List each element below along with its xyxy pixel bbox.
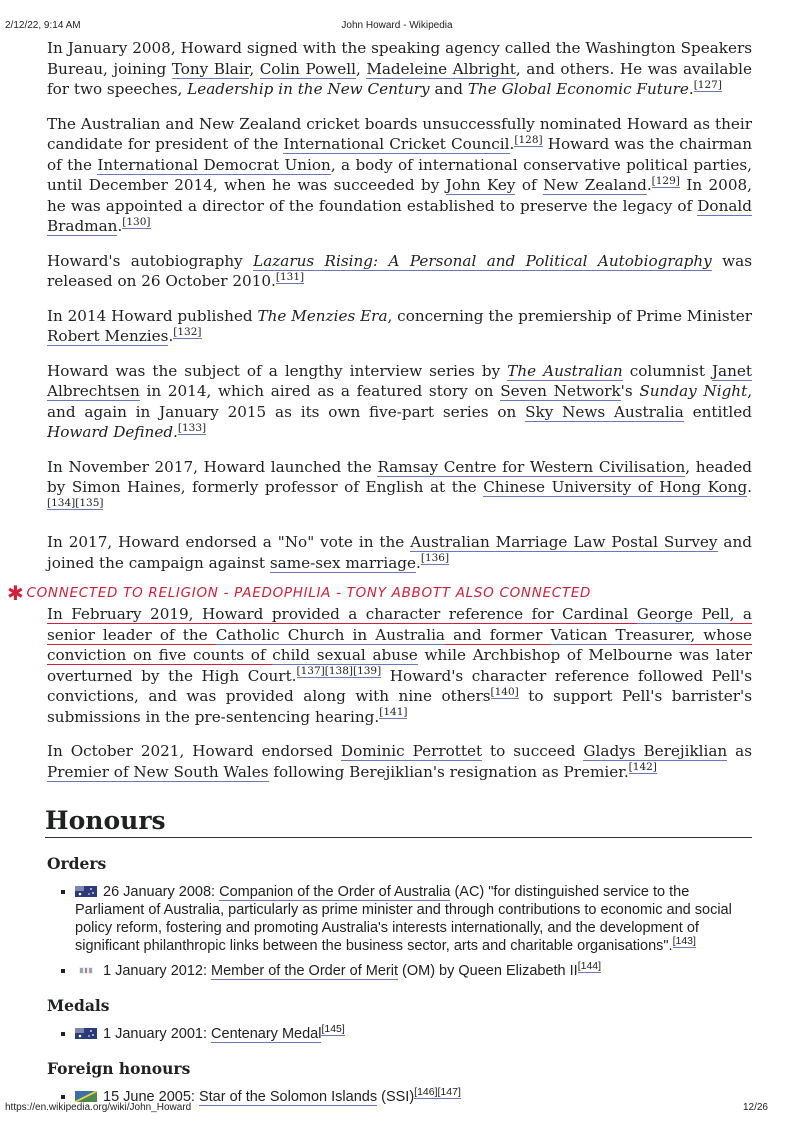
text: ,: [355, 59, 367, 78]
text: Howard's autobiography: [47, 251, 254, 270]
text: .: [168, 327, 174, 345]
link-george-pell[interactable]: George Pell: [636, 605, 730, 623]
reference-134[interactable]: [134]: [47, 497, 76, 510]
text: .: [747, 478, 752, 496]
honour-date: 1 January 2001:: [103, 1026, 212, 1042]
australia-flag-icon: [75, 1028, 97, 1039]
text: columnist: [622, 361, 712, 380]
reference-147[interactable]: [147]: [437, 1086, 461, 1099]
link-the-australian[interactable]: The Australian: [507, 361, 623, 380]
reference-141[interactable]: [141]: [379, 706, 408, 719]
text: , a senior leader of the: [47, 605, 752, 644]
italic-title: Leadership in the New Century: [187, 80, 430, 98]
link-centenary-medal[interactable]: Centenary Medal: [211, 1026, 322, 1042]
link-seven-network[interactable]: Seven Network: [500, 382, 621, 400]
reference-127[interactable]: [127]: [693, 78, 722, 91]
paragraph-interview-series: [47, 361, 752, 443]
honour-description: (AC) "for distinguished service to the Parliament of Australia, particularly as prime minister and through contributions to economic and social policy reform, fostering and promoting Australia's interests internationally, and the development of significant philanthropic links between the business sector, arts and charitable organisations".: [75, 884, 732, 954]
link-john-key[interactable]: John Key: [445, 176, 516, 194]
text: to support Pell's barrister's submissions in the pre-sentencing hearing.: [47, 687, 752, 726]
italic-title: The Menzies Era: [257, 306, 388, 325]
text: The Australian and New Zealand cricket boards unsuccessfully nominated Howard as their candidate for president of the: [47, 114, 752, 153]
paragraph-autobiography: [47, 251, 752, 292]
text: Howard was the chairman of the: [47, 135, 753, 174]
subheading-orders: Orders: [47, 854, 107, 873]
reference-139[interactable]: [139]: [352, 665, 382, 678]
text: In January 2008, Howard signed with the speaking agency called the Washington Speakers Bureau, joining: [47, 39, 752, 78]
text: .: [509, 135, 515, 153]
link-member-order-of-merit[interactable]: Member of the Order of Merit: [211, 963, 398, 979]
link-gladys-berejiklian[interactable]: Gladys Berejiklian: [583, 742, 728, 760]
link-dominic-perrottet[interactable]: Dominic Perrottet: [340, 742, 483, 760]
text: , a body of international conservative political parties, until December 2014, when he was succeeded by: [47, 155, 752, 194]
list-item: [61, 883, 752, 955]
text: 's: [620, 382, 640, 400]
text: In October 2021, Howard endorsed: [47, 742, 341, 760]
reference-146[interactable]: [146]: [414, 1086, 438, 1099]
reference-136[interactable]: [136]: [420, 552, 450, 565]
reference-130[interactable]: [130]: [122, 215, 151, 228]
link-australian-marriage-law-postal-survey[interactable]: Australian Marriage Law Postal Survey: [410, 533, 718, 551]
text: and former: [444, 625, 551, 644]
text: and: [429, 80, 468, 98]
reference-132[interactable]: [132]: [173, 325, 202, 338]
reference-135[interactable]: [135]: [75, 497, 104, 510]
text: .: [688, 80, 694, 98]
paragraph-pell-reference: [47, 604, 752, 727]
honour-description: (SSI): [377, 1089, 415, 1105]
paragraph-marriage-survey: [47, 532, 752, 573]
text: of: [515, 176, 544, 194]
paragraph-speakers-bureau: [47, 38, 752, 100]
asterisk-mark-icon: ✱: [7, 581, 25, 605]
text: , and others. He was available for two speeches,: [47, 59, 753, 98]
australia-flag-icon: [75, 886, 97, 897]
link-chinese-university-hong-kong[interactable]: Chinese University of Hong Kong: [483, 478, 748, 496]
reference-131[interactable]: [131]: [275, 270, 305, 283]
link-robert-menzies[interactable]: Robert Menzies: [47, 327, 169, 345]
page-number: 12/26: [742, 1102, 768, 1113]
text: and joined the campaign against: [47, 533, 752, 572]
honour-date: 1 January 2012:: [103, 963, 212, 979]
paragraph-cricket: [47, 114, 752, 237]
link-same-sex-marriage[interactable]: same-sex marriage: [269, 553, 417, 572]
annotation-text: CONNECTED TO RELIGION - PAEDOPHILIA - TONY ABBOTT ALSO CONNECTED: [26, 585, 592, 601]
reference-133[interactable]: [133]: [177, 421, 207, 434]
italic-title: The Global Economic Future: [467, 80, 689, 98]
text: In 2008, he was appointed a director of the foundation established to preserve the legacy of: [47, 176, 752, 215]
honour-date: 15 June 2005:: [103, 1089, 199, 1105]
print-url: https://en.wikipedia.org/wiki/John_Howard: [5, 1102, 192, 1113]
reference-142[interactable]: [142]: [628, 761, 657, 774]
link-vatican-treasurer[interactable]: Vatican Treasurer: [550, 625, 691, 644]
print-date: 2/12/22, 9:14 AM: [5, 20, 81, 31]
handwritten-annotation: [7, 581, 752, 605]
text: in 2014, which aired as a featured story on: [139, 382, 501, 400]
text: .: [646, 176, 652, 194]
medals-list: [47, 1025, 752, 1043]
link-janet-albrechtsen[interactable]: Janet Albrechtsen: [47, 361, 752, 400]
text: .: [416, 553, 421, 572]
subheading-medals: Medals: [47, 996, 110, 1015]
solomon-islands-flag-icon: [75, 1091, 97, 1102]
link-lazarus-rising[interactable]: Lazarus Rising: A Personal and Political Autobiography: [253, 251, 712, 270]
text: , whose conviction on five counts of: [47, 625, 752, 664]
reference-143[interactable]: [143]: [672, 935, 696, 948]
reference-144[interactable]: [144]: [577, 960, 602, 973]
list-item: [61, 1025, 752, 1043]
reference-128[interactable]: [128]: [514, 133, 543, 146]
paragraph-ramsay-centre: [47, 457, 752, 519]
text: was released on 26 October 2010.: [47, 251, 752, 290]
link-premier-nsw[interactable]: Premier of New South Wales: [47, 762, 269, 781]
text: In 2017, Howard endorsed a "No" vote in the: [47, 533, 411, 551]
link-companion-order-of-australia[interactable]: Companion of the Order of Australia: [219, 884, 451, 900]
link-donald-bradman[interactable]: Donald Bradman: [47, 196, 752, 235]
text: In February 2019, Howard provided a character reference for Cardinal: [47, 605, 637, 623]
text: to succeed: [482, 742, 584, 760]
reference-138[interactable]: [138]: [324, 665, 353, 678]
text: as: [727, 742, 753, 760]
reference-129[interactable]: [129]: [651, 174, 680, 187]
honour-description: (OM) by Queen Elizabeth II: [397, 963, 578, 979]
link-ramsay-centre[interactable]: Ramsay Centre for Western Civilisation: [377, 457, 686, 476]
text: Howard's character reference followed Pell's convictions, and was provided along with nine others: [47, 666, 752, 705]
text: , concerning the premiership of Prime Minister: [387, 306, 752, 325]
text: , and again in January 2015 as its own five-part series on: [47, 382, 753, 421]
text: In 2014 Howard published: [47, 306, 258, 325]
link-sky-news-australia[interactable]: Sky News Australia: [525, 402, 684, 421]
text: entitled: [683, 402, 752, 421]
print-page-title: John Howard - Wikipedia: [341, 20, 453, 31]
reference-137[interactable]: [137]: [296, 665, 325, 678]
subheading-foreign-honours: Foreign honours: [47, 1059, 191, 1078]
text: .: [117, 217, 123, 235]
section-heading-honours: Honours: [45, 806, 752, 838]
text: , headed by Simon Haines, formerly professor of English at the: [47, 457, 752, 496]
link-madeleine-albright[interactable]: Madeleine Albright: [366, 59, 516, 78]
text: .: [173, 423, 178, 441]
orders-list: [47, 883, 752, 980]
article-content: [7, 38, 753, 1113]
italic-title: Sunday Night: [639, 382, 748, 400]
link-international-cricket-council[interactable]: International Cricket Council: [283, 135, 510, 153]
reference-140[interactable]: [140]: [490, 685, 519, 698]
link-catholic-church-australia[interactable]: Catholic Church in Australia: [215, 625, 445, 644]
link-tony-blair[interactable]: Tony Blair: [171, 59, 250, 78]
order-of-merit-ribbon-icon: [75, 965, 97, 976]
paragraph-menzies-era: [47, 306, 752, 347]
text: Howard was the subject of a lengthy interview series by: [47, 361, 508, 380]
text: following Berejiklian's resignation as Premier.: [268, 762, 629, 781]
text: ,: [249, 59, 260, 78]
link-star-of-solomon-islands[interactable]: Star of the Solomon Islands: [198, 1089, 378, 1105]
link-colin-powell[interactable]: Colin Powell: [259, 59, 356, 78]
link-child-sexual-abuse[interactable]: child sexual abuse: [272, 646, 418, 664]
paragraph-perrottet: [47, 741, 752, 782]
italic-title: Howard Defined: [47, 423, 174, 441]
reference-145[interactable]: [145]: [321, 1023, 345, 1036]
text: In November 2017, Howard launched the: [47, 457, 378, 476]
link-international-democrat-union[interactable]: International Democrat Union: [97, 155, 331, 174]
text: while Archbishop of Melbourne was later overturned by the High Court.: [47, 646, 752, 685]
list-item: [61, 962, 752, 980]
link-new-zealand[interactable]: New Zealand: [543, 176, 647, 194]
honour-date: 26 January 2008:: [103, 884, 220, 900]
